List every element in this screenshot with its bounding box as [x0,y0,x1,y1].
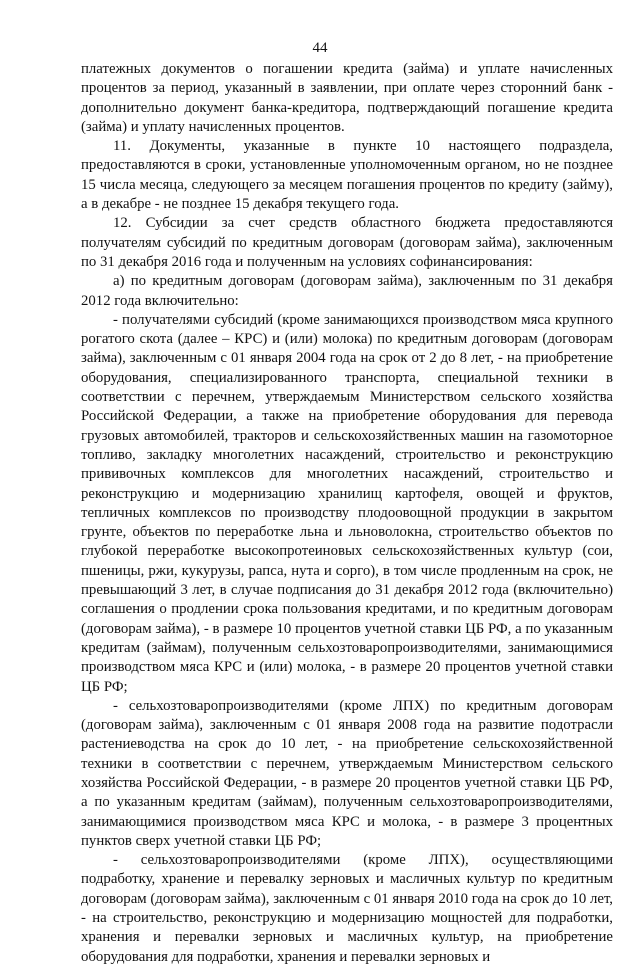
page-number: 44 [312,40,328,56]
paragraph-item-11: 11. Документы, указанные в пункте 10 настоящего подраздела, предоставляются в сроки, установленные уполномоченным органом, но не позднее 15 числа месяца, следующего за месяцем погашения процентов по кредиту (займу), а в декабре - не позднее 15 декабря текущего года. [81,138,613,213]
body-text [81,60,613,967]
paragraph-bullet-1: - получателями субсидий (кроме занимающихся производством мяса крупного рогатого скота (далее – КРС) и (или) молока) по кредитным договорам (договорам займа), заключенным с 01 января 2004 года на срок от 2 до 8 лет, - на приобретение оборудования, специализированного транспорта, специальной техники в соответствии с перечнем, утверждаемым Министерством сельского хозяйства Российской Федерации, а также на приобретение оборудования для перевода грузовых автомобилей, тракторов и сельскохозяйственных машин на газомоторное топливо, закладку многолетних насаждений, строительство и реконструкцию прививочных комплексов для многолетних насаждений, строительство и реконструкцию и модернизацию хранилищ картофеля, овощей и фруктов, тепличных комплексов по производству плодоовощной продукции в закрытом грунте, объектов по переработке льна и льноволокна, строительство объектов по глубокой переработке высокопротеиновых сельскохозяйственных культур (сои, пшеницы, ржи, кукурузы, рапса, нута и сорго), в том числе продленным на срок, не превышающий 3 лет, в случае подписания до 31 декабря 2012 года (включительно) соглашения о продлении срока пользования кредитами, и по кредитным договорам (договорам займа), - в размере 10 процентов учетной ставки ЦБ РФ, а по указанным кредитам (займам), полученным сельхозтоваропроизводителями, занимающимися производством мяса КРС и (или) молока, - в размере 20 процентов учетной ставки ЦБ РФ; [81,311,613,695]
paragraph-item-12: 12. Субсидии за счет средств областного бюджета предоставляются получателям субсидий по кредитным договорам (договорам займа), заключенным по 31 декабря 2016 года и полученным на условиях софинансирования: [81,215,613,270]
paragraph-bullet-2: - сельхозтоваропроизводителями (кроме ЛПХ) по кредитным договорам (договорам займа), заключенным с 01 января 2008 года на развитие подотрасли растениеводства на срок до 10 лет, - на приобретение сельскохозяйственной техники в соответствии с перечнем, утверждаемым Министерством сельского хозяйства Российской Федерации, - в размере 20 процентов учетной ставки ЦБ РФ, а по указанным кредитам (займам), полученным сельхозтоваропроизводителями, занимающимися производством мяса КРС и молока, - в размере 3 процентных пунктов сверх учетной ставки ЦБ РФ; [81,697,613,849]
paragraph-continuation: платежных документов о погашении кредита (займа) и уплате начисленных процентов за период, указанный в заявлении, при оплате через сторонний банк - дополнительно документ банка-кредитора, подтверждающий погашение кредита (займа) и уплату начисленных процентов. [81,61,613,135]
paragraph-subitem-a: а) по кредитным договорам (договорам займа), заключенным по 31 декабря 2012 года включительно: [81,273,613,309]
paragraph-bullet-3: - сельхозтоваропроизводителями (кроме ЛПХ), осуществляющими подработку, хранение и перевалку зерновых и масличных культур по кредитным договорам (договорам займа), заключенным с 01 января 2010 года на срок до 10 лет, - на строительство, реконструкцию и модернизацию мощностей для подработки, хранения и перевалки зерновых и масличных культур, на приобретение оборудования для подработки, хранения и перевалки зерновых и [81,852,613,965]
